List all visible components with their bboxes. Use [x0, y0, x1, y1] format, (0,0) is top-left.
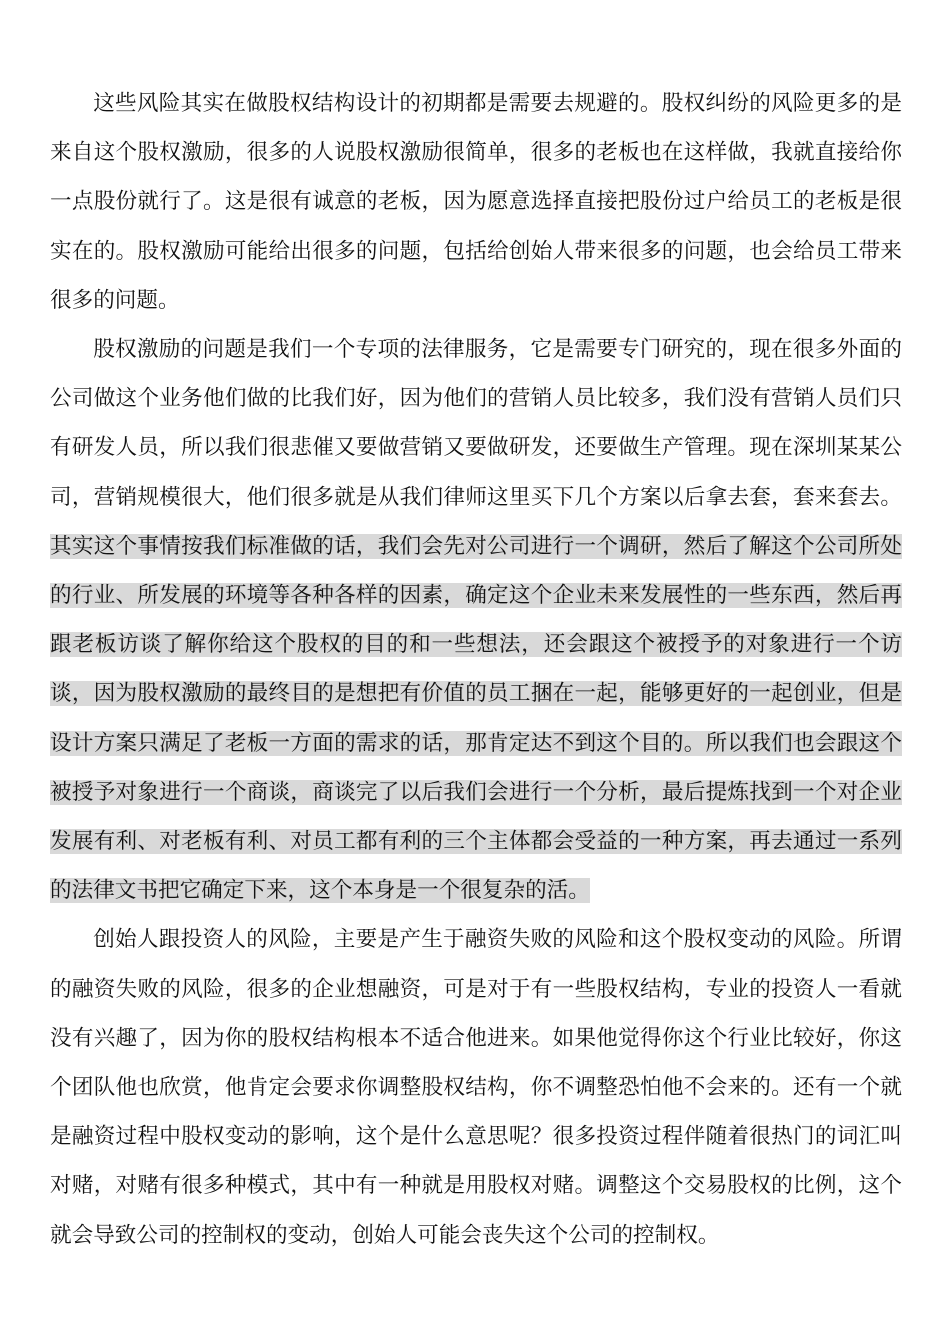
paragraph-text: 股权激励的问题是我们一个专项的法律服务，它是需要专门研究的，现在很多外面的公司做这个业务他们做的比我们好，因为他们的营销人员比较多，我们没有营销人员们只有研发人员，所以我们很悲催又要做营销又要做研发，还要做生产管理。现在深圳某某公司，营销规模很大，他们很多就是从我们律师这里买下几个方案以后拿去套，套来套去。 — [50, 337, 902, 510]
paragraph-equity-incentive — [50, 325, 902, 915]
paragraph-text: 这些风险其实在做股权结构设计的初期都是需要去规避的。股权纠纷的风险更多的是来自这个股权激励，很多的人说股权激励很简单，很多的老板也在这样做，我就直接给你一点股份就行了。这是很有诚意的老板，因为愿意选择直接把股份过户给员工的老板是很实在的。股权激励可能给出很多的问题，包括给创始人带来很多的问题，也会给员工带来很多的问题。 — [50, 91, 902, 313]
paragraph-text: 创始人跟投资人的风险，主要是产生于融资失败的风险和这个股权变动的风险。所谓的融资失败的风险，很多的企业想融资，可是对于有一些股权结构，专业的投资人一看就没有兴趣了，因为你的股权结构根本不适合他进来。如果他觉得你这个行业比较好，你这个团队他也欣赏，他肯定会要求你调整股权结构，你不调整恐怕他不会来的。还有一个就是融资过程中股权变动的影响，这个是什么意思呢？很多投资过程伴随着很热门的词汇叫对赌，对赌有很多种模式，其中有一种就是用股权对赌。调整这个交易股权的比例，这个就会导致公司的控制权的变动，创始人可能会丧失这个公司的控制权。 — [50, 927, 902, 1248]
paragraph-founder-investor-risk — [50, 915, 902, 1259]
document-body — [50, 79, 902, 1260]
paragraph-equity-risk — [50, 79, 902, 325]
highlighted-text: 其实这个事情按我们标准做的话，我们会先对公司进行一个调研，然后了解这个公司所处的行业、所发展的环境等各种各样的因素，确定这个企业未来发展性的一些东西，然后再跟老板访谈了解你给这个股权的目的和一些想法，还会跟这个被授予的对象进行一个访谈，因为股权激励的最终目的是想把有价值的员工捆在一起，能够更好的一起创业，但是设计方案只满足了老板一方面的需求的话，那肯定达不到这个目的。所以我们也会跟这个被授予对象进行一个商谈，商谈完了以后我们会进行一个分析，最后提炼找到一个对企业发展有利、对老板有利、对员工都有利的三个主体都会受益的一种方案，再去通过一系列的法律文书把它确定下来，这个本身是一个很复杂的活。 — [50, 533, 902, 904]
